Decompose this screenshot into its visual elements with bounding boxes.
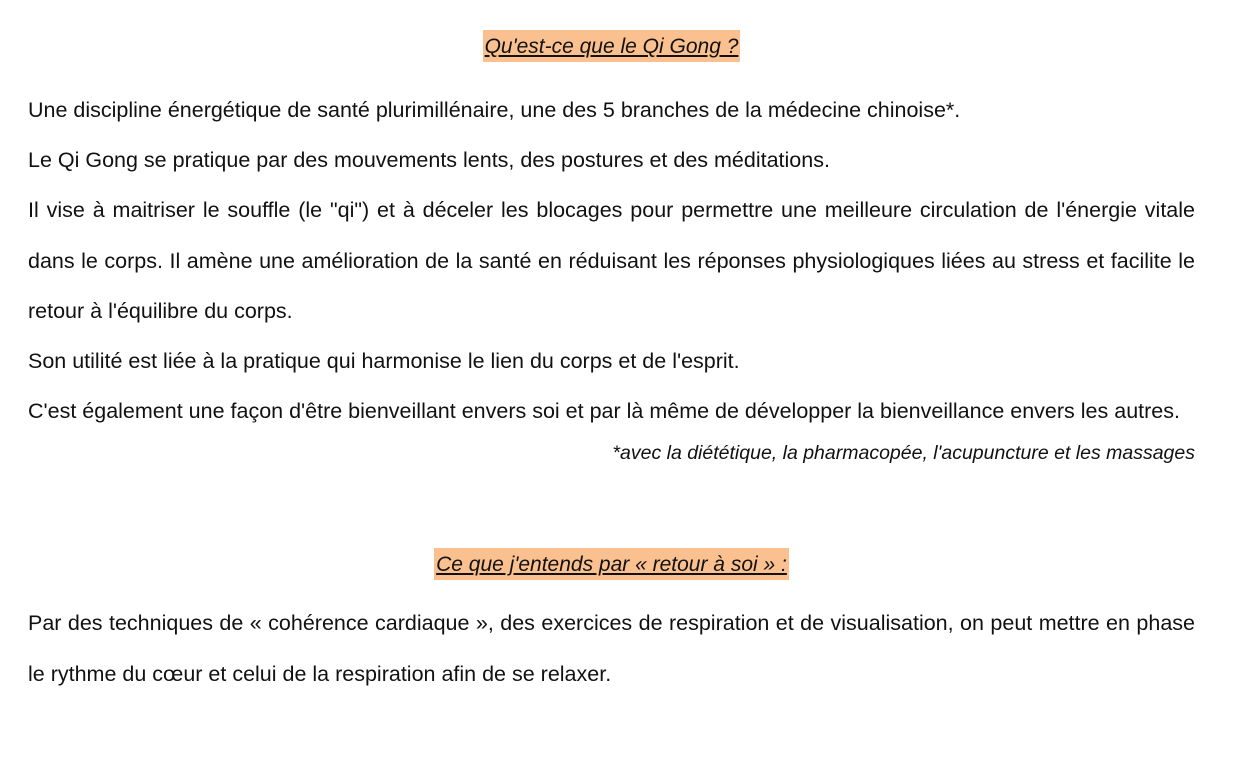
paragraph: Son utilité est liée à la pratique qui harmonise le lien du corps et de l'esprit.: [28, 349, 740, 374]
document-page: [28, 0, 1195, 699]
section-retour-heading-wrap: [28, 548, 1195, 580]
paragraph: Par des techniques de « cohérence cardiaque », des exercices de respiration et de visualisation, on peut mettre en phase le rythme du cœur et celui de la respiration afin de se relaxer.: [28, 611, 1195, 686]
paragraph: Une discipline énergétique de santé plurimillénaire, une des 5 branches de la médecine chinoise*.: [28, 98, 961, 122]
paragraph: Le Qi Gong se pratique par des mouvements lents, des postures et des méditations.: [28, 148, 830, 173]
paragraph: C'est également une façon d'être bienveillant envers soi et par là même de développer la bienveillance envers les autres.: [28, 399, 1180, 424]
section-retour-heading: Ce que j'entends par « retour à soi » :: [434, 548, 789, 580]
section-qi-gong-heading: Qu'est-ce que le Qi Gong ?: [483, 30, 741, 62]
footnote: *avec la diététique, la pharmacopée, l'acupuncture et les massages: [612, 442, 1195, 465]
section-qi-gong-heading-wrap: [28, 30, 1195, 62]
paragraph: Il vise à maitriser le souffle (le "qi") et à déceler les blocages pour permettre une meilleure circulation de l'énergie vitale dans le corps. Il amène une amélioration de la santé en réduisant les réponses physiologiques liées au stress et facilite le retour à l'équilibre du corps.: [28, 198, 1195, 323]
